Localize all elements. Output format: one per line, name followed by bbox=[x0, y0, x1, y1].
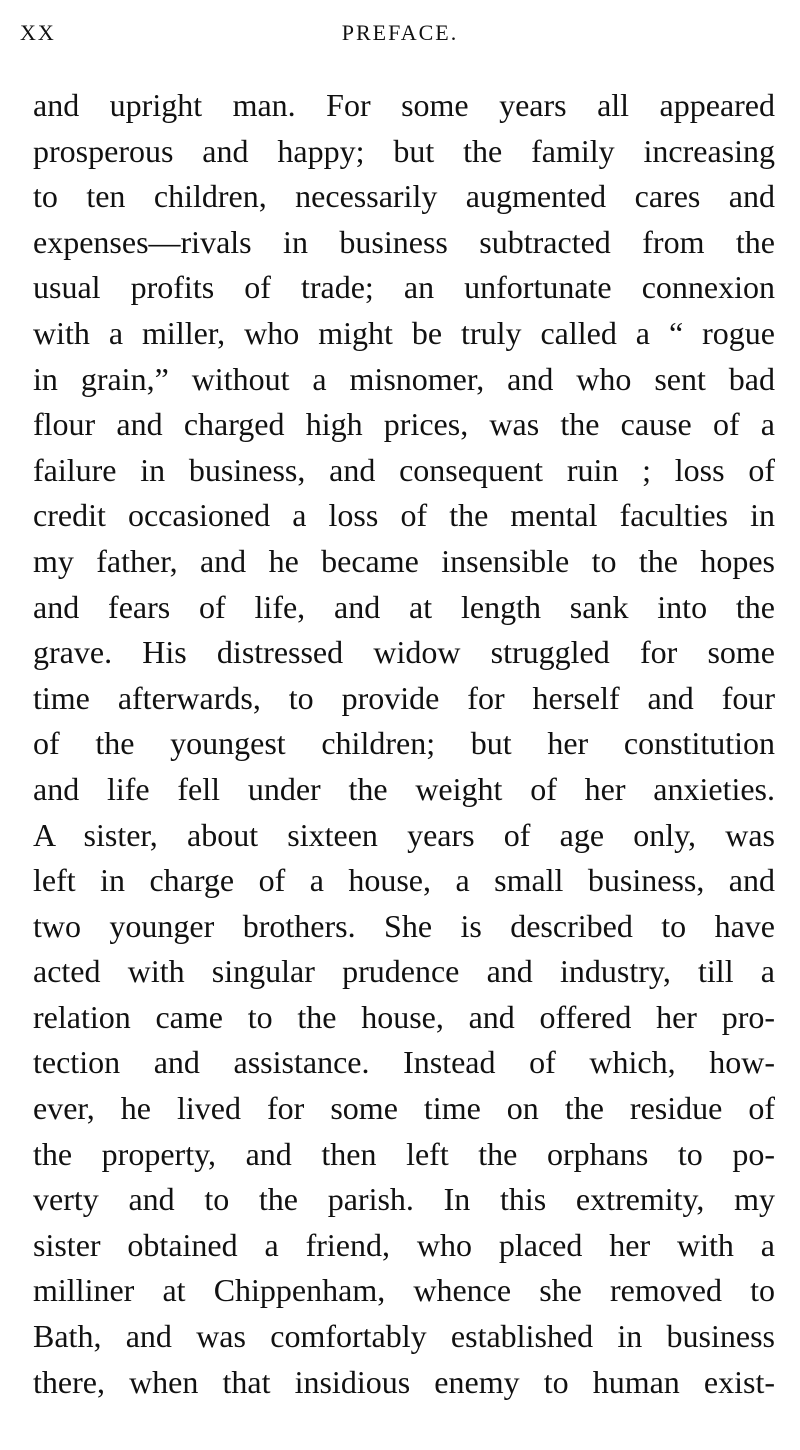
text-line: left in charge of a house, a small business, and bbox=[33, 862, 775, 899]
text-line: and life fell under the weight of her anxieties. bbox=[33, 770, 775, 807]
text-line: my father, and he became insensible to the hopes bbox=[33, 542, 775, 579]
text-line: two younger brothers. She is described to have bbox=[33, 907, 775, 944]
text-line: usual profits of trade; an unfortunate connexion bbox=[33, 269, 775, 306]
text-line: A sister, about sixteen years of age only, was bbox=[33, 816, 775, 853]
text-line: verty and to the parish. In this extremity, my bbox=[33, 1181, 775, 1218]
text-line: failure in business, and consequent ruin ; loss of bbox=[33, 451, 775, 488]
text-line: Bath, and was comfortably established in business bbox=[33, 1318, 775, 1355]
text-line: flour and charged high prices, was the cause of a bbox=[33, 406, 775, 443]
text-line: ever, he lived for some time on the residue of bbox=[33, 1090, 775, 1127]
text-line: acted with singular prudence and industry, till a bbox=[33, 953, 775, 990]
text-line: the property, and then left the orphans to po- bbox=[33, 1135, 775, 1172]
text-line: in grain,” without a misnomer, and who sent bad bbox=[33, 360, 775, 397]
text-line: prosperous and happy; but the family increasing bbox=[33, 132, 775, 169]
running-head bbox=[20, 20, 780, 48]
text-line: relation came to the house, and offered her pro- bbox=[33, 998, 775, 1035]
text-line: and upright man. For some years all appeared bbox=[33, 87, 775, 123]
text-line: expenses—rivals in business subtracted from the bbox=[33, 223, 775, 260]
text-line: milliner at Chippenham, whence she removed to bbox=[33, 1272, 775, 1309]
text-line: sister obtained a friend, who placed her with a bbox=[33, 1226, 775, 1263]
text-line: tection and assistance. Instead of which, how- bbox=[33, 1044, 775, 1081]
text-line: there, when that insidious enemy to human exist- bbox=[33, 1363, 775, 1400]
text-line: to ten children, necessarily augmented cares and bbox=[33, 178, 775, 215]
text-line: of the youngest children; but her constitution bbox=[33, 725, 775, 762]
body-text bbox=[33, 83, 775, 1405]
text-line: and fears of life, and at length sank into the bbox=[33, 588, 775, 625]
text-line: credit occasioned a loss of the mental faculties in bbox=[33, 497, 775, 534]
text-line: with a miller, who might be truly called a “ rogue bbox=[33, 314, 775, 351]
section-title: PREFACE. bbox=[341, 20, 459, 45]
text-line: grave. His distressed widow struggled for some bbox=[33, 634, 775, 671]
page-number: XX bbox=[20, 20, 56, 45]
text-line: time afterwards, to provide for herself and four bbox=[33, 679, 775, 716]
